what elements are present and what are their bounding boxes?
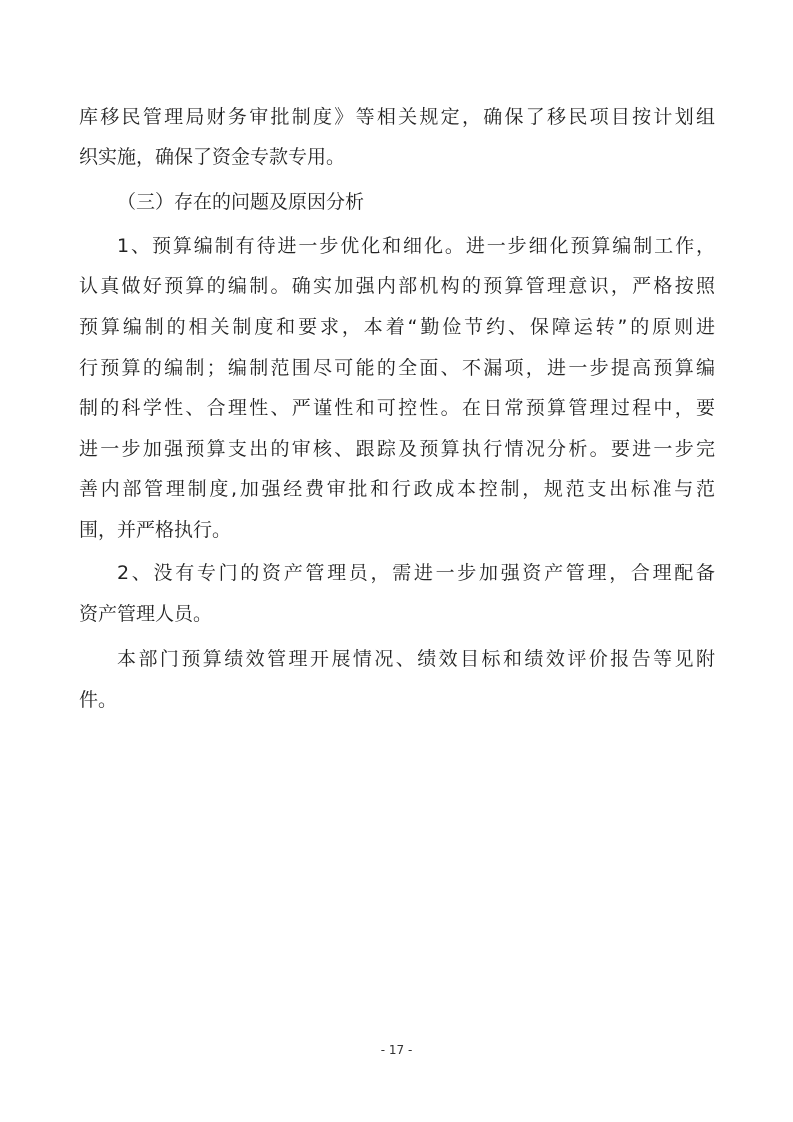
paragraph-line: 1、预算编制有待进一步优化和细化。进一步细化预算编制工作， [117,235,715,257]
paragraph-line: 件。 [79,689,118,711]
paragraph-line: 认真做好预算的编制。确实加强内部机构的预算管理意识，严格按照 [79,275,715,297]
paragraph-line: 进一步加强预算支出的审核、跟踪及预算执行情况分析。要进一步完 [79,438,715,460]
paragraph-line: 织实施，确保了资金专款专用。 [79,146,346,168]
page-number: - 17 - [380,1043,413,1057]
section-heading: （三）存在的问题及原因分析 [117,191,365,213]
paragraph-line: 本部门预算绩效管理开展情况、绩效目标和绩效评价报告等见附 [117,648,715,670]
paragraph-line: 善内部管理制度,加强经费审批和行政成本控制，规范支出标准与范 [79,478,715,500]
paragraph-line: 围，并严格执行。 [79,519,232,541]
paragraph-line: 制的科学性、合理性、严谨性和可控性。在日常预算管理过程中，要 [79,397,715,419]
paragraph-line: 2、没有专门的资产管理员，需进一步加强资产管理，合理配备 [117,562,715,584]
paragraph-line: 预算编制的相关制度和要求，本着“勤俭节约、保障运转”的原则进 [79,316,715,338]
paragraph-line: 资产管理人员。 [79,603,213,625]
paragraph-line: 库移民管理局财务审批制度》等相关规定，确保了移民项目按计划组 [79,106,715,128]
paragraph-line: 行预算的编制；编制范围尽可能的全面、不漏项，进一步提高预算编 [79,357,715,379]
